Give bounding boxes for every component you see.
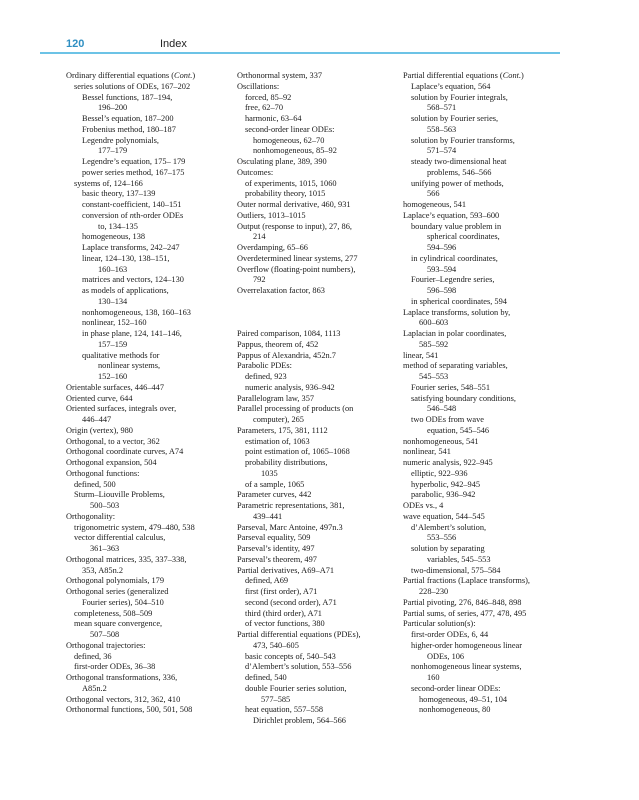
index-entry: A85n.2 bbox=[82, 683, 107, 693]
index-entry: 568–571 bbox=[427, 103, 457, 113]
index-entry: unifying power of methods, bbox=[411, 178, 504, 188]
index-entry: Orthogonal functions: bbox=[66, 468, 140, 478]
index-entry: mean square convergence, bbox=[74, 619, 163, 629]
index-entry: 545–553 bbox=[419, 372, 449, 381]
index-entry: Overdamping, 65–66 bbox=[237, 243, 308, 252]
index-entry: linear, 541 bbox=[403, 350, 439, 360]
index-entry: defined, 923 bbox=[245, 372, 287, 381]
index-entry: Orthonormal system, 337 bbox=[237, 71, 323, 80]
index-entry: in phase plane, 124, 141–146, bbox=[82, 329, 182, 338]
index-entry: numeric analysis, 922–945 bbox=[403, 458, 493, 467]
index-entry: 553–556 bbox=[427, 533, 457, 543]
index-entry: Laplace transforms, solution by, bbox=[403, 307, 511, 317]
index-entry: defined, 500 bbox=[74, 479, 116, 489]
running-head: Index bbox=[160, 38, 187, 50]
index-entry: nonlinear, 541 bbox=[403, 447, 451, 457]
blank-line bbox=[237, 297, 402, 308]
index-entry: Oriented curve, 644 bbox=[66, 393, 133, 403]
index-entry: parabolic, 936–942 bbox=[411, 490, 476, 500]
index-entry: Orthogonal transformations, 336, bbox=[66, 673, 178, 682]
index-entry: Outcomes: bbox=[237, 167, 274, 177]
blank-line bbox=[237, 318, 402, 329]
index-entry: of a sample, 1065 bbox=[245, 479, 305, 489]
index-entry: d’Alembert’s solution, 553–556 bbox=[245, 662, 352, 672]
index-entry: Laplace’s equation, 593–600 bbox=[403, 210, 500, 220]
index-entry: in spherical coordinates, 594 bbox=[411, 296, 507, 306]
index-entry: 196–200 bbox=[98, 103, 128, 113]
index-entry: probability distributions, bbox=[245, 458, 328, 467]
index-entry: conversion of nth-order ODEs bbox=[82, 210, 184, 220]
index-column-3 bbox=[403, 71, 583, 716]
index-entry: second (second order), A71 bbox=[245, 597, 337, 607]
index-entry: 566 bbox=[427, 189, 440, 199]
index-entry: series solutions of ODEs, 167–202 bbox=[74, 81, 191, 91]
index-entry: Orthogonal expansion, 504 bbox=[66, 458, 157, 467]
index-entry: basic concepts of, 540–543 bbox=[245, 651, 336, 661]
index-entry: Partial sums, of series, 477, 478, 495 bbox=[403, 608, 527, 618]
index-entry: Partial fractions (Laplace transforms), bbox=[403, 576, 530, 586]
index-entry: d’Alembert’s solution, bbox=[411, 522, 487, 532]
index-entry: Laplacian in polar coordinates, bbox=[403, 329, 507, 338]
index-entry: Orientable surfaces, 446–447 bbox=[66, 382, 165, 392]
index-entry: defined, 540 bbox=[245, 673, 287, 682]
index-entry: Parallelogram law, 357 bbox=[237, 393, 315, 403]
index-entry: constant-coefficient, 140–151 bbox=[82, 200, 182, 209]
index-entry: Particular solution(s): bbox=[403, 619, 476, 629]
index-entry: Orthogonal trajectories: bbox=[66, 640, 146, 650]
index-entry: qualitative methods for bbox=[82, 350, 160, 360]
index-entry: to, 134–135 bbox=[98, 221, 138, 231]
index-entry: Pappus, theorem of, 452 bbox=[237, 339, 319, 349]
index-entry: solution by separating bbox=[411, 544, 485, 553]
index-entry: nonhomogeneous, 138, 160–163 bbox=[82, 307, 191, 317]
index-entry: linear, 124–130, 138–151, bbox=[82, 253, 170, 263]
index-entry: Partial pivoting, 276, 846–848, 898 bbox=[403, 597, 522, 607]
index-entry: 500–503 bbox=[90, 501, 120, 510]
index-entry: trigonometric system, 479–480, 538 bbox=[74, 522, 195, 532]
index-entry: Outer normal derivative, 460, 931 bbox=[237, 200, 351, 209]
index-entry: power series method, 167–175 bbox=[82, 167, 185, 177]
index-entry: 160–163 bbox=[98, 264, 128, 274]
index-entry: Parabolic PDEs: bbox=[237, 361, 292, 371]
index-entry: Orthogonal vectors, 312, 362, 410 bbox=[66, 694, 181, 704]
index-entry: Parallel processing of products (on bbox=[237, 404, 354, 414]
index-entry: Parseval, Marc Antoine, 497n.3 bbox=[237, 522, 343, 532]
index-entry: Paired comparison, 1084, 1113 bbox=[237, 329, 341, 338]
index-entry: 585–592 bbox=[419, 339, 449, 349]
index-entry: Origin (vertex), 980 bbox=[66, 425, 133, 435]
index-entry: problems, 546–566 bbox=[427, 167, 492, 177]
index-entry: homogeneous, 138 bbox=[82, 232, 146, 242]
index-entry: Bessel’s equation, 187–200 bbox=[82, 114, 174, 123]
index-entry: satisfying boundary conditions, bbox=[411, 393, 516, 403]
index-entry: Osculating plane, 389, 390 bbox=[237, 157, 327, 166]
index-entry: of vector functions, 380 bbox=[245, 619, 325, 629]
index-entry: third (third order), A71 bbox=[245, 608, 322, 618]
index-entry: Output (response to input), 27, 86, bbox=[237, 221, 352, 231]
index-entry: wave equation, 544–545 bbox=[403, 511, 485, 521]
index-entry: variables, 545–553 bbox=[427, 554, 491, 564]
index-entry: Parameters, 175, 381, 1112 bbox=[237, 425, 328, 435]
index-entry: Parametric representations, 381, bbox=[237, 501, 345, 510]
index-entry: Pappus of Alexandria, 452n.7 bbox=[237, 350, 336, 360]
index-entry: Orthogonal polynomials, 179 bbox=[66, 576, 165, 586]
index-entry: Oriented surfaces, integrals over, bbox=[66, 404, 177, 414]
index-entry: steady two-dimensional heat bbox=[411, 157, 507, 166]
index-entry: Dirichlet problem, 564–566 bbox=[253, 716, 346, 725]
index-entry: Laplace’s equation, 564 bbox=[411, 81, 491, 91]
index-entry: elliptic, 922–936 bbox=[411, 468, 468, 478]
index-entry: 546–548 bbox=[427, 404, 457, 414]
index-entry: 446–447 bbox=[82, 415, 112, 424]
index-entry: Parseval’s identity, 497 bbox=[237, 544, 315, 553]
index-entry: higher-order homogeneous linear bbox=[411, 640, 523, 650]
index-entry: of experiments, 1015, 1060 bbox=[245, 178, 337, 188]
index-entry: Legendre’s equation, 175– 179 bbox=[82, 157, 186, 166]
index-entry: ODEs vs., 4 bbox=[403, 501, 444, 510]
index-entry: 473, 540–605 bbox=[253, 640, 299, 650]
index-entry: solution by Fourier series, bbox=[411, 114, 499, 123]
index-entry: Overrelaxation factor, 863 bbox=[237, 286, 325, 295]
index-entry: 439–441 bbox=[253, 511, 283, 521]
index-entry: nonhomogeneous, 80 bbox=[419, 705, 491, 715]
index-entry: Bessel functions, 187–194, bbox=[82, 92, 173, 102]
index-entry: Orthonormal functions, 500, 501, 508 bbox=[66, 705, 193, 715]
index-entry: homogeneous, 49–51, 104 bbox=[419, 694, 508, 704]
page-header bbox=[0, 36, 639, 58]
index-entry: hyperbolic, 942–945 bbox=[411, 479, 481, 489]
index-entry: double Fourier series solution, bbox=[245, 683, 347, 693]
index-entry: two ODEs from wave bbox=[411, 415, 484, 424]
index-entry: Ordinary differential equations (Cont.) bbox=[66, 71, 196, 80]
index-entry: second-order linear ODEs: bbox=[411, 683, 501, 693]
index-entry: 160 bbox=[427, 673, 440, 682]
index-entry: Parseval equality, 509 bbox=[237, 533, 311, 543]
index-entry: Fourier–Legendre series, bbox=[411, 275, 495, 285]
index-entry: nonlinear systems, bbox=[98, 361, 161, 371]
index-entry: Legendre polynomials, bbox=[82, 135, 159, 145]
index-entry: 558–563 bbox=[427, 124, 457, 134]
index-entry: forced, 85–92 bbox=[245, 92, 292, 102]
index-entry: nonhomogeneous linear systems, bbox=[411, 662, 522, 672]
index-entry: 152–160 bbox=[98, 372, 128, 381]
index-entry: 600–603 bbox=[419, 318, 449, 328]
index-entry: Orthogonality: bbox=[66, 511, 116, 521]
index-entry: 571–574 bbox=[427, 146, 457, 156]
index-entry: Partial differential equations (Cont.) bbox=[403, 71, 524, 80]
index-entry: first-order ODEs, 6, 44 bbox=[411, 630, 489, 639]
index-entry: second-order linear ODEs: bbox=[245, 124, 335, 134]
index-entry: two-dimensional, 575–584 bbox=[411, 565, 501, 575]
index-entry: 594–596 bbox=[427, 243, 457, 252]
index-entry: systems of, 124–166 bbox=[74, 178, 143, 188]
index-entry: Fourier series), 504–510 bbox=[82, 597, 164, 607]
index-entry: 596–598 bbox=[427, 286, 457, 295]
header-rule bbox=[40, 52, 560, 54]
index-entry: Parseval’s theorem, 497 bbox=[237, 554, 317, 564]
index-entry: vector differential calculus, bbox=[74, 533, 166, 543]
index-entry: Orthogonal coordinate curves, A74 bbox=[66, 447, 184, 457]
index-entry: Overflow (floating-point numbers), bbox=[237, 264, 356, 274]
index-entry: nonhomogeneous, 85–92 bbox=[253, 146, 337, 156]
index-entry: 177–179 bbox=[98, 146, 128, 156]
index-entry: 214 bbox=[253, 232, 266, 242]
index-entry: Sturm–Liouville Problems, bbox=[74, 490, 165, 500]
index-entry: nonlinear, 152–160 bbox=[82, 318, 147, 328]
index-entry: point estimation of, 1065–1068 bbox=[245, 447, 350, 457]
index-entry: 792 bbox=[253, 275, 266, 285]
index-entry: 1035 bbox=[261, 468, 278, 478]
index-entry: nonhomogeneous, 541 bbox=[403, 436, 479, 446]
index-entry: computer), 265 bbox=[253, 415, 304, 424]
index-entry: matrices and vectors, 124–130 bbox=[82, 275, 184, 285]
index-entry: Partial differential equations (PDEs), bbox=[237, 630, 361, 639]
index-entry: probability theory, 1015 bbox=[245, 189, 326, 199]
index-entry: Outliers, 1013–1015 bbox=[237, 210, 306, 220]
index-entry: Frobenius method, 180–187 bbox=[82, 124, 176, 134]
blank-line bbox=[237, 308, 402, 319]
index-entry: Partial derivatives, A69–A71 bbox=[237, 565, 335, 575]
index-entry: defined, A69 bbox=[245, 576, 289, 586]
index-entry: Overdetermined linear systems, 277 bbox=[237, 253, 358, 263]
index-entry: 228–230 bbox=[419, 587, 449, 596]
index-entry: Parameter curves, 442 bbox=[237, 490, 312, 500]
index-entry: ODEs, 106 bbox=[427, 651, 465, 661]
index-entry: first (first order), A71 bbox=[245, 587, 318, 596]
index-entry: completeness, 508–509 bbox=[74, 608, 153, 618]
page-number: 120 bbox=[66, 38, 85, 50]
index-column-1 bbox=[66, 71, 236, 716]
index-entry: 157–159 bbox=[98, 339, 128, 349]
index-entry: Oscillations: bbox=[237, 81, 280, 91]
index-entry: Fourier series, 548–551 bbox=[411, 382, 491, 392]
index-entry: 577–585 bbox=[261, 694, 291, 704]
index-entry: free, 62–70 bbox=[245, 103, 283, 113]
index-entry: Orthogonal series (generalized bbox=[66, 587, 169, 596]
index-entry: in cylindrical coordinates, bbox=[411, 253, 498, 263]
index-entry: estimation of, 1063 bbox=[245, 436, 310, 446]
index-entry: defined, 36 bbox=[74, 651, 112, 661]
index-entry: heat equation, 557–558 bbox=[245, 705, 324, 715]
index-entry: 130–134 bbox=[98, 296, 128, 306]
index-entry: 593–594 bbox=[427, 264, 457, 274]
index-entry: harmonic, 63–64 bbox=[245, 114, 302, 123]
index-column-2 bbox=[237, 71, 402, 727]
index-entry: method of separating variables, bbox=[403, 361, 508, 371]
index-entry: 507–508 bbox=[90, 630, 120, 639]
index-entry: homogeneous, 541 bbox=[403, 200, 467, 209]
index-entry: numeric analysis, 936–942 bbox=[245, 382, 335, 392]
index-entry: spherical coordinates, bbox=[427, 232, 500, 242]
index-entry: homogeneous, 62–70 bbox=[253, 135, 325, 145]
index-entry: solution by Fourier transforms, bbox=[411, 135, 515, 145]
index-entry: Laplace transforms, 242–247 bbox=[82, 243, 180, 252]
index-entry: Orthogonal matrices, 335, 337–338, bbox=[66, 554, 187, 564]
index-entry: 353, A85n.2 bbox=[82, 565, 124, 575]
index-entry: basic theory, 137–139 bbox=[82, 189, 156, 199]
index-entry: 361–363 bbox=[90, 544, 120, 553]
index-entry: equation, 545–546 bbox=[427, 425, 490, 435]
index-entry: Orthogonal, to a vector, 362 bbox=[66, 436, 160, 446]
index-entry: boundary value problem in bbox=[411, 221, 502, 231]
index-entry: as models of applications, bbox=[82, 286, 169, 295]
index-entry: solution by Fourier integrals, bbox=[411, 92, 508, 102]
index-entry: first-order ODEs, 36–38 bbox=[74, 662, 156, 672]
